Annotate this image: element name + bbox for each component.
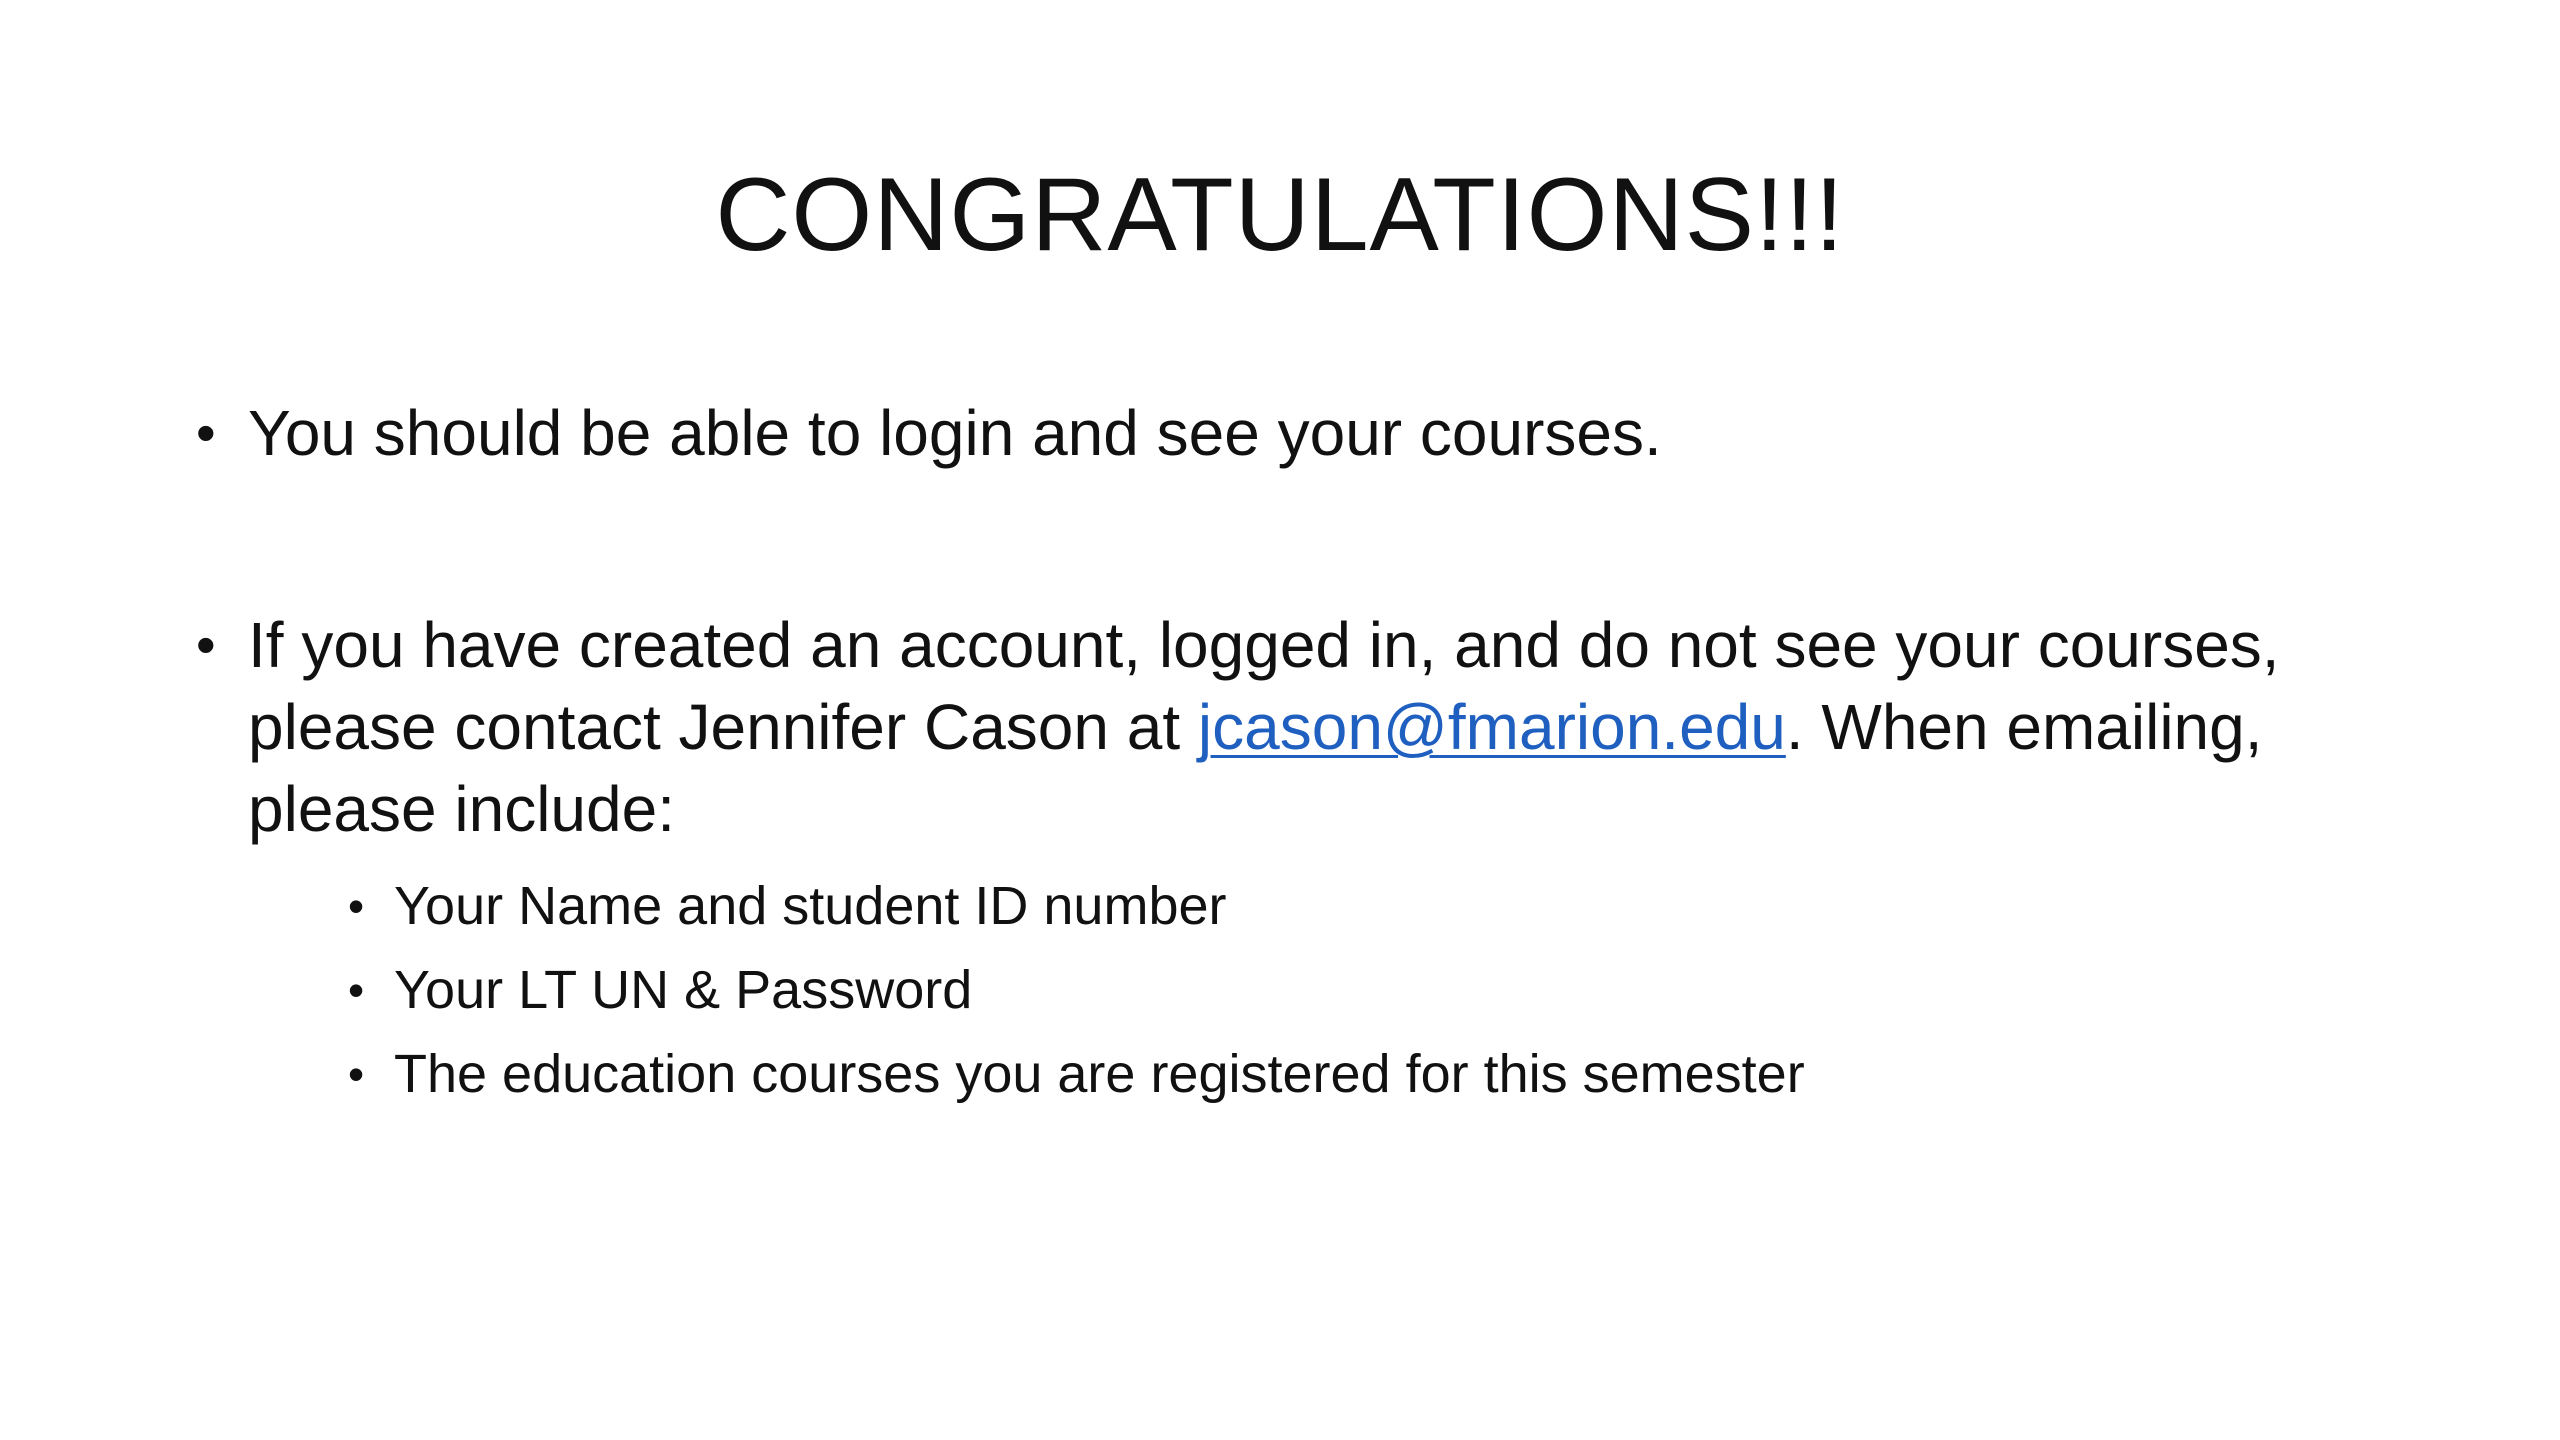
list-item xyxy=(348,1032,2426,1116)
bullet-contact xyxy=(196,604,2426,1116)
bullet-text-after-link: . When emailing, please include: xyxy=(248,691,2263,845)
bullet-marker: • xyxy=(196,401,216,464)
bullet-marker: • xyxy=(196,613,216,676)
sub-bullet-marker: • xyxy=(348,964,365,1016)
list-item xyxy=(348,864,2426,948)
include-list xyxy=(248,864,2426,1116)
list-item-text: Your LT UN & Password xyxy=(394,960,973,1020)
email-link[interactable]: jcason@fmarion.edu xyxy=(1197,691,1786,763)
bullet-text: You should be able to login and see your courses. xyxy=(248,397,1662,469)
list-item-text: The education courses you are registered for this semester xyxy=(394,1044,1805,1104)
list-item xyxy=(348,948,2426,1032)
sub-bullet-marker: • xyxy=(348,1048,365,1100)
slide-title: CONGRATULATIONS!!! xyxy=(715,157,1845,273)
bullet-login xyxy=(196,392,2426,474)
sub-bullet-marker: • xyxy=(348,880,365,932)
slide-body xyxy=(196,392,2426,1116)
bullet-text-before-link: If you have created an account, logged in, and do not see your courses, please contact Jennifer Cason at xyxy=(248,609,2280,763)
list-item-text: Your Name and student ID number xyxy=(394,876,1227,936)
